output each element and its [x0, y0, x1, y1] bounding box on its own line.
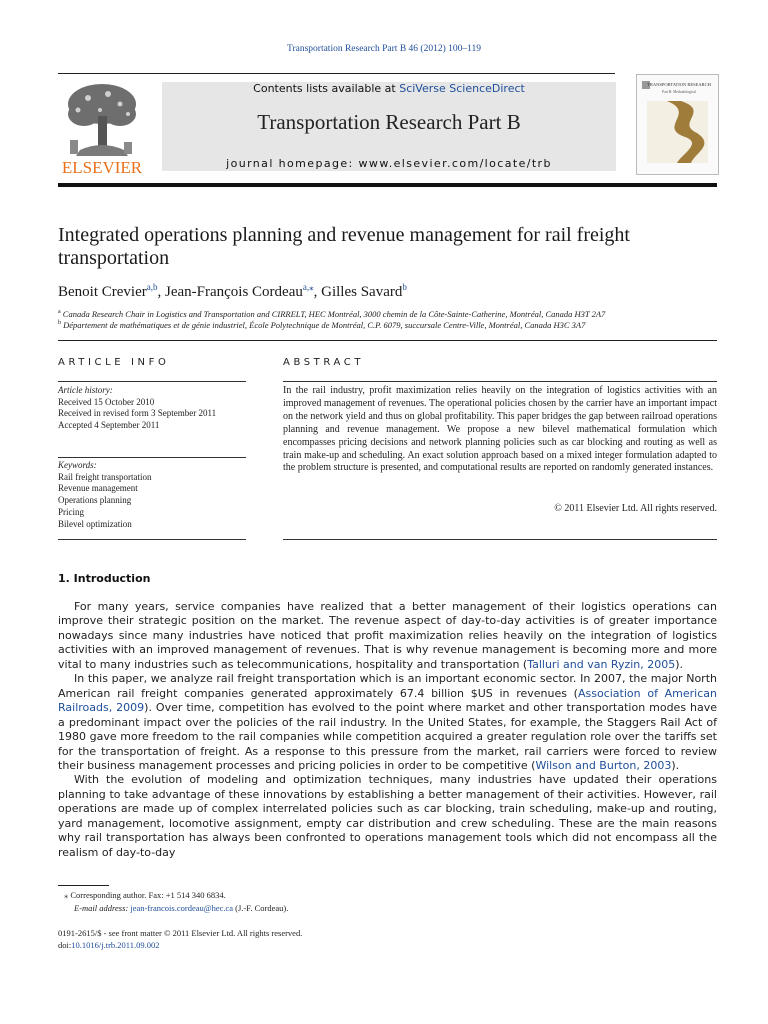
article-info-rule: [58, 457, 246, 458]
header-top-rule: [58, 73, 615, 74]
history-item: Received in revised form 3 September 2011: [58, 408, 217, 419]
journal-reference[interactable]: Transportation Research Part B 46 (2012) 100–119: [286, 44, 482, 54]
keyword: Revenue management: [58, 483, 138, 494]
history-label: Article history:: [58, 385, 113, 395]
email-link[interactable]: jean-francois.cordeau@hec.ca: [130, 903, 234, 913]
paragraph-text: For many years, service companies have realized that a better management of their logistics operations can improve their strategic position on the market. The revenue aspect of day-to-day activities is of greater importance nowadays since many industries have noticed that profit maximization relies heavily on the integration of logistics activities with an improved management of revenues. That is why revenue management is becoming more and more vital to many industries such as telecommunications, hospitality and transportation (: [58, 600, 717, 671]
abstract-heading: ABSTRACT: [283, 357, 365, 368]
doi-label: doi:: [58, 940, 72, 950]
article-info-rule: [58, 539, 246, 540]
paragraph-text: ).: [675, 657, 684, 671]
cover-title: TRANSPORTATION RESEARCH: [647, 82, 711, 87]
section-heading: 1. Introduction: [58, 572, 151, 585]
header-thick-rule: [58, 183, 717, 187]
affiliation-text: Canada Research Chair in Logistics and Transportation and CIRRELT, HEC Montréal, 3000 chemin de la Côte-Sainte-Catherine, Montréal, Canada H3T 2A7: [62, 309, 606, 319]
history-item: Received 15 October 2010: [58, 396, 155, 407]
elsevier-wordmark: ELSEVIER: [61, 158, 143, 176]
abstract-copyright: © 2011 Elsevier Ltd. All rights reserved.: [554, 503, 717, 514]
journal-homepage[interactable]: journal homepage: www.elsevier.com/locate/trb: [226, 157, 552, 170]
email-label: E-mail address:: [74, 903, 131, 913]
article-history: [58, 385, 246, 432]
author-name: Benoit Crevier: [58, 284, 147, 300]
affiliation-mark: a: [58, 309, 61, 316]
author-name: Jean-François Cordeau: [164, 284, 303, 300]
keyword: Pricing: [58, 506, 84, 517]
paper-title: Integrated operations planning and revenue management for rail freight transportation: [58, 224, 630, 269]
affiliation-a: [58, 309, 605, 319]
title-block-rule: [58, 340, 717, 341]
abstract-rule: [283, 539, 717, 540]
doi-link[interactable]: 10.1016/j.trb.2011.09.002: [71, 940, 160, 950]
citation-link[interactable]: Wilson and Burton, 2003: [535, 758, 672, 772]
history-item: Accepted 4 September 2011: [58, 420, 160, 431]
journal-title: Transportation Research Part B: [257, 110, 521, 134]
email-note: [74, 903, 288, 913]
citation-link[interactable]: Talluri and van Ryzin, 2005: [527, 657, 676, 671]
body-paragraph: [58, 672, 717, 773]
journal-cover-icon: [637, 75, 718, 174]
keywords: [58, 460, 246, 530]
body-paragraph: With the evolution of modeling and optimization techniques, many industries have updated their operations planning to take advantage of these innovations by establishing a better management of their activities. However, rail operations are made up of complex interrelated policies such as car blocking, train scheduling, make-up and routing, yard management, locomotive assignment, empty car distribution and crew scheduling. These are the main reasons why rail transportation has always been confronted to operations management tools which did not encompass all the realism of day-to-day: [58, 773, 717, 859]
author-affiliation-mark[interactable]: a,b: [146, 282, 158, 292]
citation-link[interactable]: Association of American Railroads, 2009: [58, 686, 717, 715]
keyword: Operations planning: [58, 495, 132, 506]
author-affiliation-mark[interactable]: a,⁎: [302, 282, 314, 292]
article-info-heading: ARTICLE INFO: [58, 357, 170, 368]
abstract-text: In the rail industry, profit maximization relies heavily on the integration of logistics activities with an improved management of revenues. The operational policies chosen by the carrier have an important impact on the network yield and thus on global profitability. This paper bridges the gap between railroad operations planning and revenue management. We propose a new bilevel mathematical formulation which encompasses pricing decisions and network planning policies such as car blocking and routing as well as train make-up and scheduling. An exact solution approach based on a mixed integer formulation adapted to the problem structure is presented, and computational results are reported on randomly generated instances.: [283, 385, 717, 474]
paragraph-text: In this paper, we analyze rail freight transportation which is an important economic sector. In 2007, the major North American rail freight companies generated approximately 67.4 billion $US in revenues (: [58, 672, 717, 700]
author-affiliation-mark[interactable]: b: [402, 282, 407, 292]
affiliation-mark: b: [58, 320, 61, 327]
footnote-rule: [58, 885, 109, 886]
contents-prefix: Contents lists available at: [253, 82, 400, 95]
paragraph-text: ). Over time, competition has evolved to the point where market and other transportation modes have a predominant impact over the policies of the rail industry. In the United States, for example, the Staggers Rail Act of 1980 gave more freedom to the rail companies while competition acquired a greater regulation role over the tariffs set for the transportation of freight. As a response to this pressure from the market, rail carriers were forced to review their business management processes and pricing policies in order to be competitive (: [58, 701, 717, 772]
corresponding-author-note: ⁎ Corresponding author. Fax: +1 514 340 6834.: [64, 890, 226, 900]
keywords-label: Keywords:: [58, 460, 97, 470]
email-suffix: (J.-F. Cordeau).: [233, 903, 289, 913]
abstract-rule: [283, 381, 717, 382]
affiliation-b: [58, 320, 585, 330]
author-list: Benoit Crevier$^{a,b}$, Jean-François Cordeau$^{a,⁎}$, Gilles Savard$^b$: [58, 282, 407, 300]
elsevier-tree-icon: [58, 80, 146, 176]
doi-line: [58, 940, 159, 950]
contents-line: [162, 82, 616, 95]
paragraph-text: ).: [671, 758, 680, 772]
author-name: Gilles Savard: [321, 284, 403, 300]
elsevier-logo: [58, 80, 146, 176]
keyword: Rail freight transportation: [58, 471, 152, 482]
keyword: Bilevel optimization: [58, 518, 132, 529]
sciencedirect-link[interactable]: SciVerse ScienceDirect: [399, 82, 525, 95]
body-text: [58, 600, 717, 860]
affiliation-text: Département de mathématiques et de génie industriel, École Polytechnique de Montréal, C.P. 6079, succursale Centre-Ville, Montréal, Canada H3C 3A7: [63, 320, 586, 330]
issn-line: 0191-2615/$ - see front matter © 2011 Elsevier Ltd. All rights reserved.: [58, 928, 303, 938]
cover-subtitle: Part B: Methodological: [662, 90, 696, 94]
body-paragraph: [58, 600, 717, 672]
article-info-rule: [58, 381, 246, 382]
journal-cover: [636, 74, 719, 175]
